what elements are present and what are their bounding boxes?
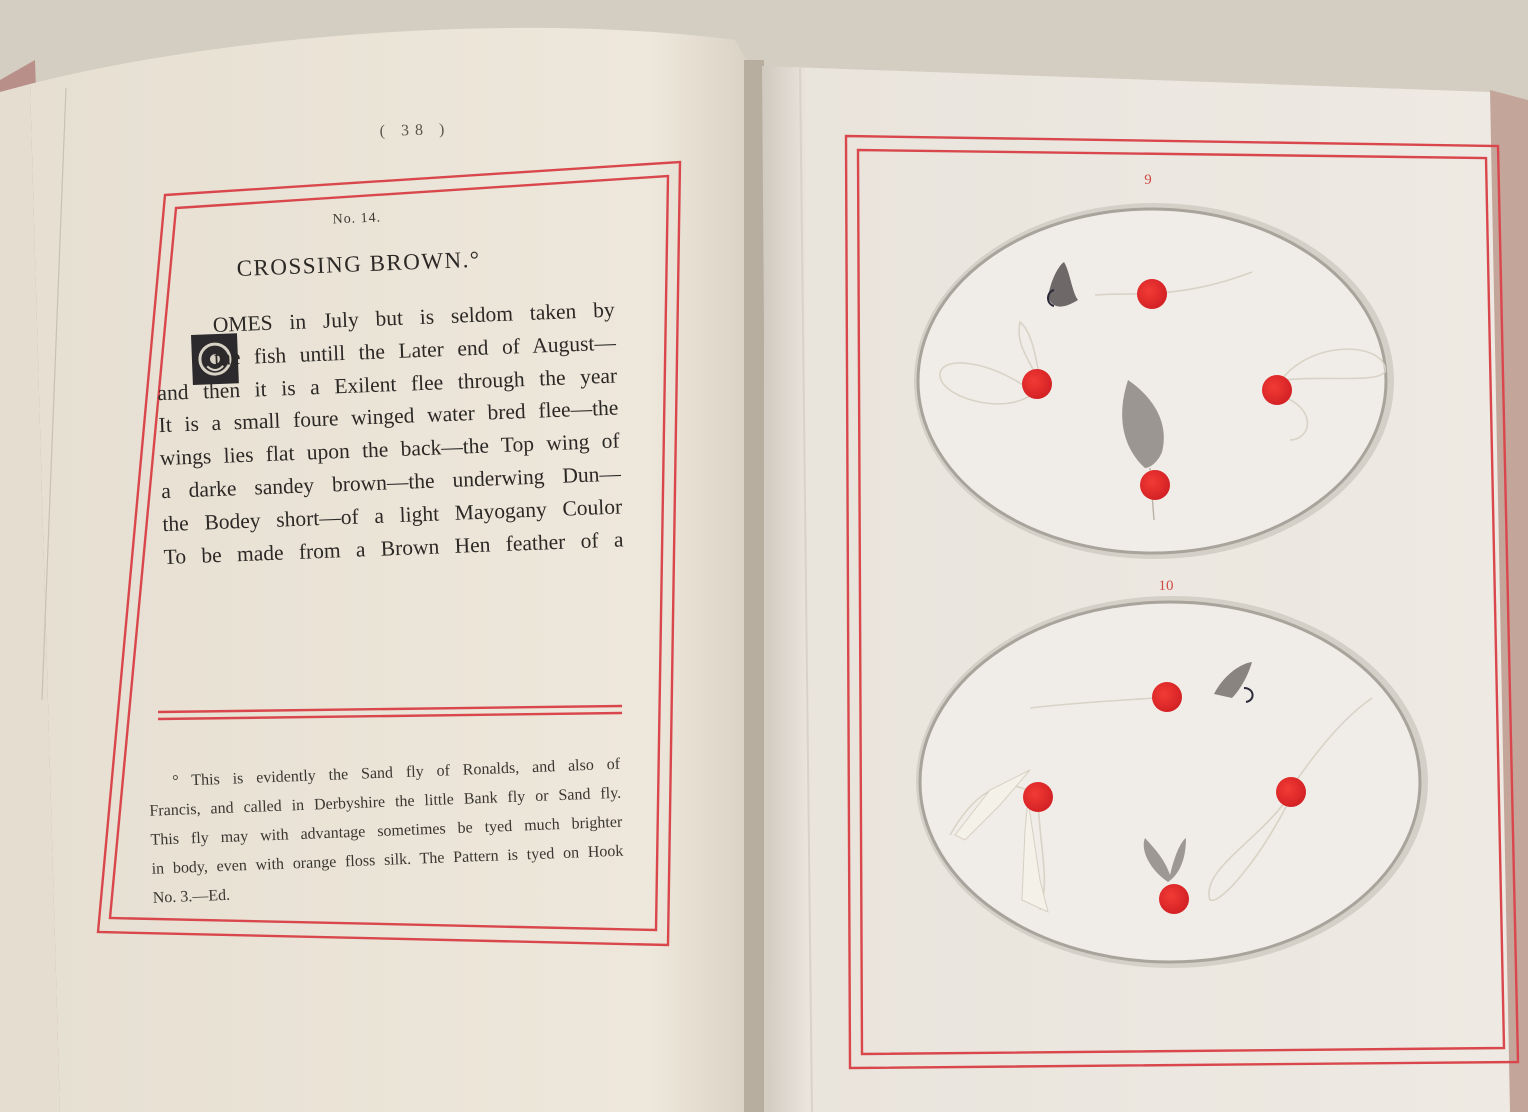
fly-entry (136, 181, 664, 940)
body-line: It is a small foure winged water bred flee—the (158, 395, 619, 438)
entry-title: CROSSING BROWN.° (236, 246, 482, 282)
page-number: ( 38 ) (379, 121, 451, 140)
footnote-line: This fly may with advantage sometimes be tyed much brighter (150, 813, 623, 849)
body-line: a darke sandey brown—the underwing Dun— (160, 461, 622, 504)
body-line: the fish untill the Later end of August— (213, 330, 617, 370)
body-line: and then it is a Exilent flee through the year (156, 363, 618, 405)
footnote-line: in body, even with orange floss silk. The Pattern is tyed on Hook (151, 842, 624, 878)
entry-number: No. 14. (332, 210, 382, 228)
body-line: OMES in July but is seldom taken by (212, 297, 616, 338)
plate-9 (914, 203, 1394, 559)
body-line: To be made from a Brown Hen feather of a (163, 526, 624, 569)
plate-10-number: 10 (1158, 578, 1174, 594)
body-line: wings lies flat upon the back—the Top wing of (159, 428, 621, 471)
footnote-line: ° This is evidently the Sand fly of Ronalds, and also of (172, 755, 621, 790)
body-line: the Bodey short—of a light Mayogany Coulor (161, 494, 623, 536)
footnote-line: No. 3.—Ed. (152, 886, 231, 907)
entry-body (154, 294, 624, 574)
footnote (148, 750, 625, 913)
plate-9-number: 9 (1144, 172, 1152, 188)
footnote-line: Francis, and called in Derbyshire the little Bank fly or Sand fly. (149, 784, 622, 820)
left-page-text (0, 0, 760, 1112)
